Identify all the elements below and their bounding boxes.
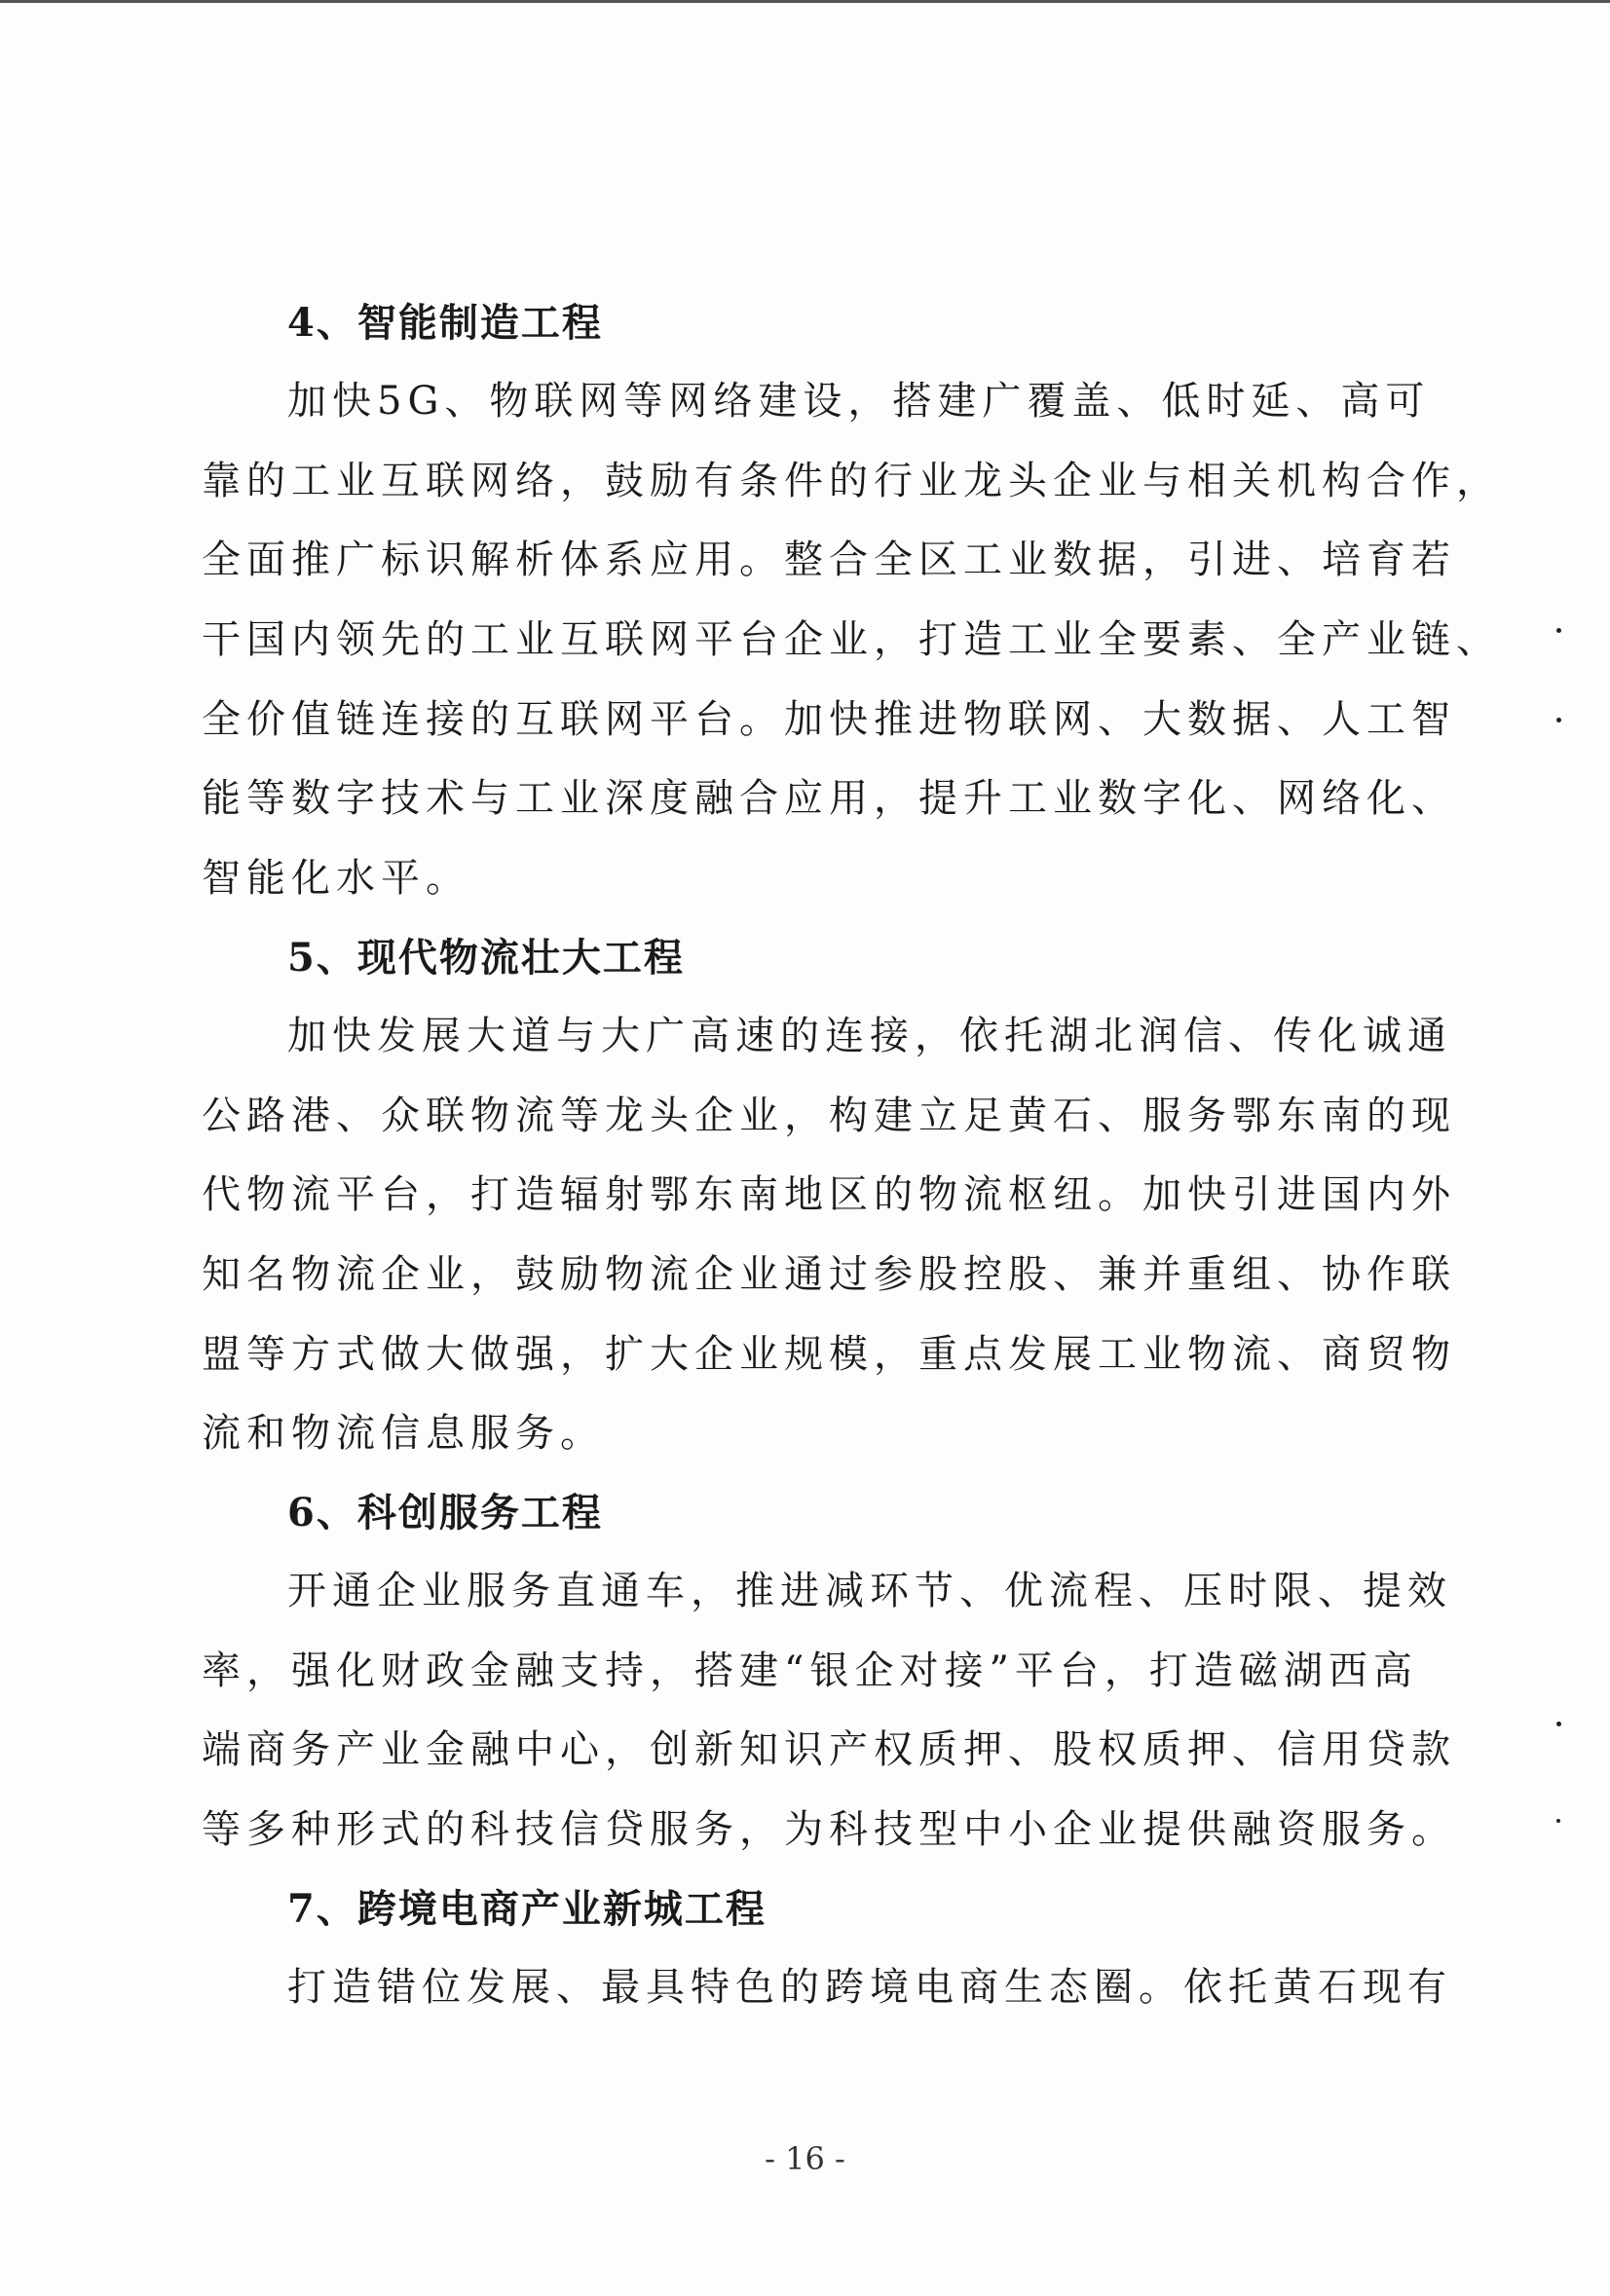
scan-speck [1556, 718, 1561, 722]
text-line: 代物流平台，打造辐射鄂东南地区的物流枢纽。加快引进国内外 [202, 1172, 1456, 1218]
text-line: 能等数字技术与工业深度融合应用，提升工业数字化、网络化、 [202, 776, 1456, 822]
section-heading-4: 4、智能制造工程 [287, 300, 603, 346]
text-line: 知名物流企业，鼓励物流企业通过参股控股、兼并重组、协作联 [202, 1251, 1456, 1297]
scan-speck [1556, 1722, 1561, 1726]
scan-speck [1556, 1819, 1560, 1823]
scan-top-border [0, 0, 1610, 3]
text-line: 流和物流信息服务。 [202, 1411, 605, 1457]
section-paragraph-6 [202, 1552, 1456, 1870]
text-line: 盟等方式做大做强，扩大企业规模，重点发展工业物流、商贸物 [202, 1331, 1456, 1377]
text-line: 等多种形式的科技信贷服务，为科技型中小企业提供融资服务。 [202, 1807, 1456, 1852]
text-line: 全面推广标识解析体系应用。整合全区工业数据，引进、培育若 [202, 537, 1456, 583]
section-paragraph-7 [202, 1948, 1452, 2028]
page-number: - 16 - [765, 2140, 845, 2177]
text-line: 公路港、众联物流等龙头企业，构建立足黄石、服务鄂东南的现 [202, 1092, 1456, 1138]
text-line: 开通企业服务直通车，推进减环节、优流程、压时限、提效 [287, 1568, 1452, 1613]
text-line: 干国内领先的工业互联网平台企业，打造工业全要素、全产业链、 [202, 617, 1501, 663]
text-line: 智能化水平。 [202, 856, 470, 902]
scan-speck [1556, 628, 1561, 633]
text-line: 全价值链连接的互联网平台。加快推进物联网、大数据、人工智 [202, 696, 1456, 742]
section-heading-7: 7、跨境电商产业新城工程 [287, 1885, 767, 1932]
section-heading-6: 6、科创服务工程 [287, 1489, 603, 1536]
section-paragraph-4 [202, 362, 1501, 919]
section-heading-5: 5、现代物流壮大工程 [287, 934, 685, 981]
text-line: 加快发展大道与大广高速的连接，依托湖北润信、传化诚通 [287, 1013, 1452, 1058]
text-line: 端商务产业金融中心，创新知识产权质押、股权质押、信用贷款 [202, 1727, 1456, 1773]
section-paragraph-5 [202, 997, 1456, 1474]
text-line: 靠的工业互联网络，鼓励有条件的行业龙头企业与相关机构合作， [202, 458, 1501, 503]
text-line: 打造错位发展、最具特色的跨境电商生态圈。依托黄石现有 [287, 1964, 1452, 2010]
document-body [202, 284, 1501, 2027]
text-line: 加快5G、物联网等网络建设，搭建广覆盖、低时延、高可 [287, 379, 1431, 424]
text-line: 率，强化财政金融支持，搭建“银企对接”平台，打造磁湖西高 [202, 1648, 1418, 1693]
